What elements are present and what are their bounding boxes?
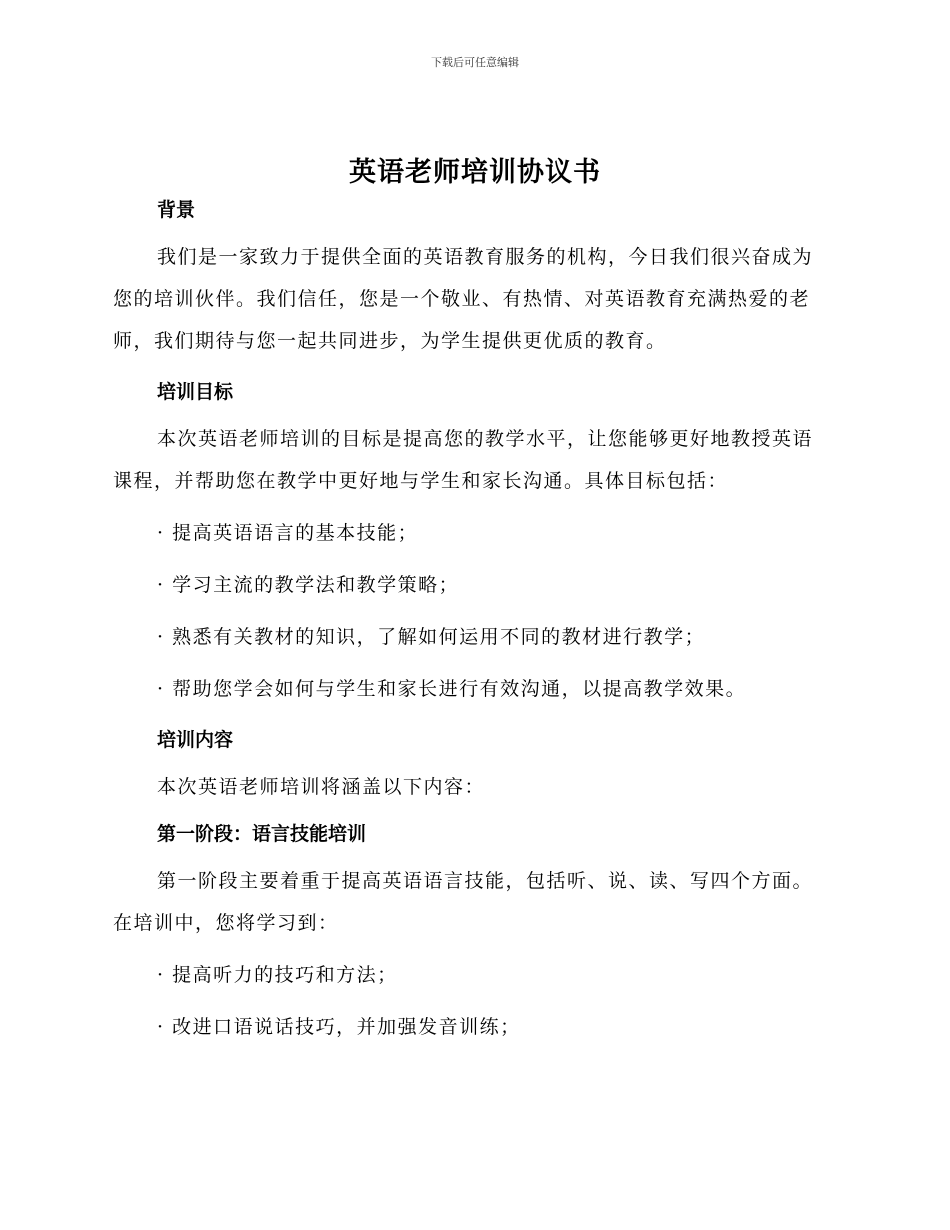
- goals-list-item: · 帮助您学会如何与学生和家长进行有效沟通，以提高教学效果。: [157, 678, 747, 700]
- goals-list-item: · 学习主流的教学法和教学策略；: [157, 574, 460, 596]
- content-paragraph: 本次英语老师培训将涵盖以下内容：: [157, 776, 486, 798]
- goals-paragraph: 本次英语老师培训的目标是提高您的教学水平，让您能够更好地教授英语课程，并帮助您在教学中更好地与学生和家长沟通。具体目标包括：: [113, 428, 814, 492]
- section-heading-background: 背景: [157, 199, 196, 221]
- goals-list-item: · 提高英语语言的基本技能；: [157, 522, 419, 544]
- header-note: 下载后可任意编辑: [431, 56, 519, 69]
- stage1-list-item: · 提高听力的技巧和方法；: [157, 964, 398, 986]
- document-title: 英语老师培训协议书: [349, 157, 601, 188]
- section-heading-stage1: 第一阶段：语言技能培训: [157, 823, 367, 845]
- goals-list-item: · 熟悉有关教材的知识，了解如何运用不同的教材进行教学；: [157, 626, 706, 648]
- section-heading-goals: 培训目标: [157, 381, 234, 403]
- document-body: [113, 194, 833, 1048]
- stage1-list-item: · 改进口语说话技巧，并加强发音训练；: [157, 1016, 521, 1038]
- stage1-paragraph: 第一阶段主要着重于提高英语语言技能，包括听、说、读、写四个方面。在培训中，您将学习到：: [113, 870, 814, 934]
- section-heading-content: 培训内容: [157, 729, 234, 751]
- background-paragraph: 我们是一家致力于提供全面的英语教育服务的机构，今日我们很兴奋成为您的培训伙伴。我们信任，您是一个敬业、有热情、对英语教育充满热爱的老师，我们期待与您一起共同进步，为学生提供更优质的教育。: [113, 246, 814, 352]
